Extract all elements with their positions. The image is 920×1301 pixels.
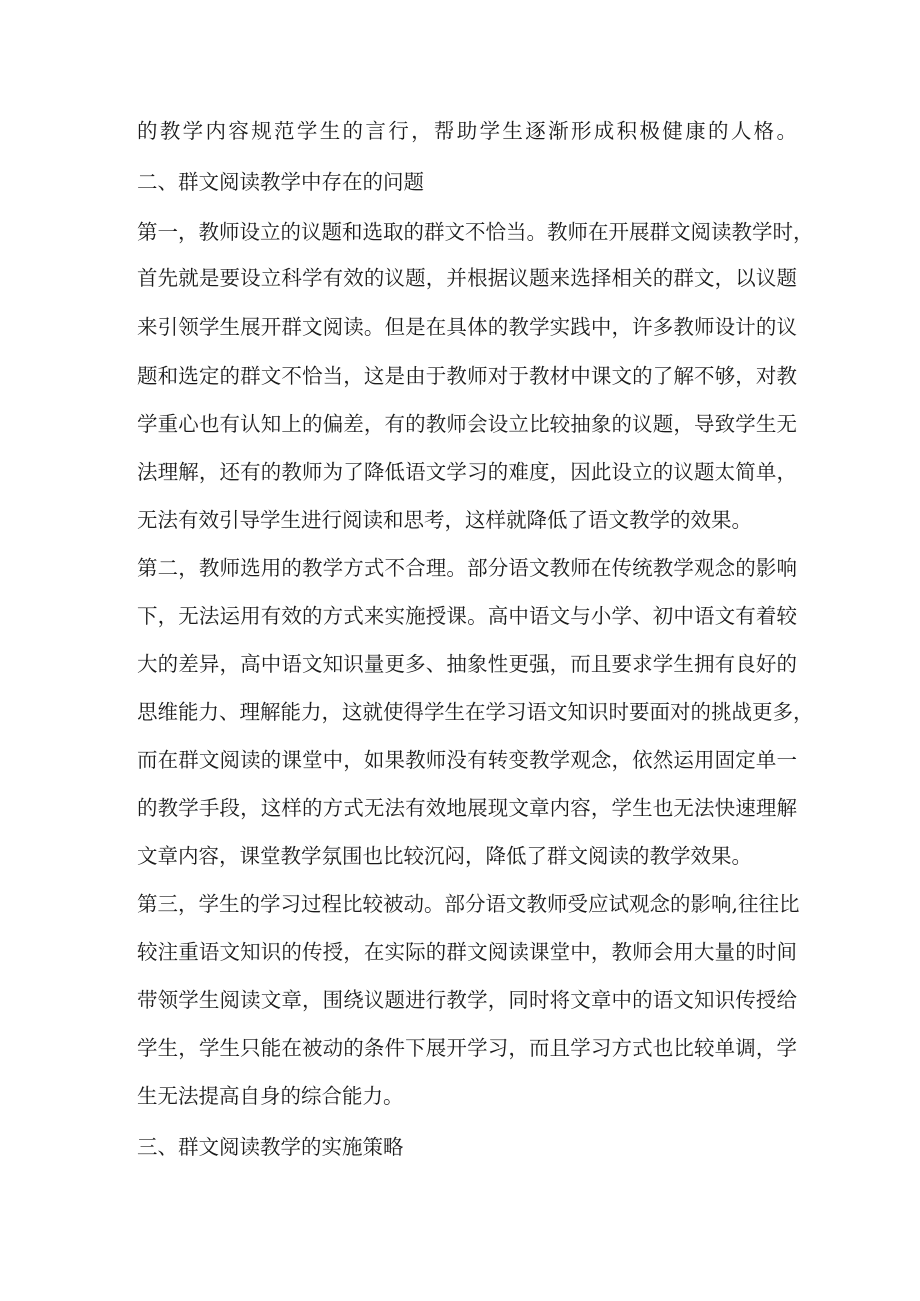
text-line: 下，无法运用有效的方式来实施授课。高中语文与小学、初中语文有着较 (137, 604, 797, 628)
section-heading: 二、群文阅读教学中存在的问题 (137, 170, 424, 194)
text-line: 的教学手段，这样的方式无法有效地展现文章内容，学生也无法快速理解 (137, 796, 797, 820)
text-line: 第一，教师设立的议题和选取的群文不恰当。教师在开展群文阅读教学时， (137, 220, 814, 244)
text-line: 首先就是要设立科学有效的议题，并根据议题来选择相关的群文，以议题 (137, 266, 797, 290)
text-line: 文章内容，课堂教学氛围也比较沉闷，降低了群文阅读的教学效果。 (137, 844, 752, 868)
text-line: 带领学生阅读文章，围绕议题进行教学，同时将文章中的语文知识传授给 (137, 988, 797, 1012)
section-heading: 三、群文阅读教学的实施策略 (137, 1135, 404, 1159)
text-line: 来引领学生展开群文阅读。但是在具体的教学实践中，许多教师设计的议 (137, 315, 797, 339)
text-line: 法理解，还有的教师为了降低语文学习的难度，因此设立的议题太简单， (137, 460, 797, 484)
text-line: 学生，学生只能在被动的条件下展开学习，而且学习方式也比较单调，学 (137, 1036, 797, 1060)
text-line: 第二，教师选用的教学方式不合理。部分语文教师在传统教学观念的影响 (137, 556, 797, 580)
text-line: 第三，学生的学习过程比较被动。部分语文教师受应试观念的影响,往往比 (137, 892, 800, 916)
text-line: 较注重语文知识的传授，在实际的群文阅读课堂中，教师会用大量的时间 (137, 940, 797, 964)
text-line: 生无法提高自身的综合能力。 (137, 1084, 404, 1108)
text-line: 而在群文阅读的课堂中，如果教师没有转变教学观念，依然运用固定单一 (137, 748, 797, 772)
text-line: 学重心也有认知上的偏差，有的教师会设立比较抽象的议题，导致学生无 (137, 412, 797, 436)
text-line: 大的差异，高中语文知识量更多、抽象性更强，而且要求学生拥有良好的 (137, 652, 797, 676)
text-line: 无法有效引导学生进行阅读和思考，这样就降低了语文教学的效果。 (137, 508, 752, 532)
text-line: 的教学内容规范学生的言行，帮助学生逐渐形成积极健康的人格。 (137, 119, 797, 143)
text-line: 思维能力、理解能力，这就使得学生在学习语文知识时要面对的挑战更多， (137, 700, 814, 724)
text-line: 题和选定的群文不恰当，这是由于教师对于教材中课文的了解不够，对教 (137, 364, 797, 388)
